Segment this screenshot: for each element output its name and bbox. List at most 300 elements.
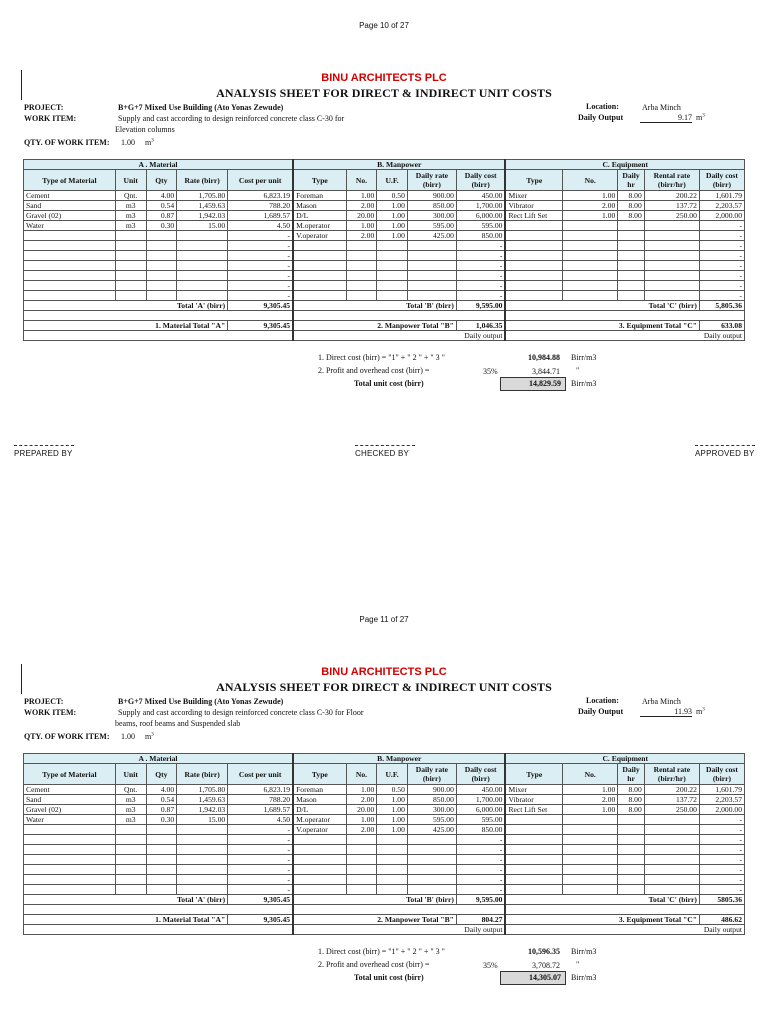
table-cell: 4.50 (228, 221, 293, 231)
table-cell (505, 261, 562, 271)
table-cell: - (699, 865, 744, 875)
table-cell (377, 291, 408, 301)
table-cell: m3 (115, 211, 146, 221)
table-cell: Rate (birr) (177, 764, 228, 785)
table-cell: - (228, 855, 293, 865)
table-cell (377, 835, 408, 845)
table-cell: 1.00 (377, 211, 408, 221)
table-cell (505, 885, 562, 895)
table-cell (24, 271, 116, 281)
table-cell (115, 885, 146, 895)
table-cell: 1,459.63 (177, 201, 228, 211)
table-cell: Total 'A' (birr) (24, 895, 228, 905)
table-cell (146, 231, 177, 241)
table-cell: 2,203.57 (699, 795, 744, 805)
table-cell (146, 885, 177, 895)
table-cell: No. (563, 170, 618, 191)
table-cell (505, 231, 562, 241)
total-unit-cost-unit: Birr/m3 (571, 379, 597, 388)
table-cell (293, 241, 346, 251)
table-cell: Daily cost (birr) (699, 170, 744, 191)
table-cell (407, 261, 456, 271)
table-cell: Daily output (293, 331, 505, 341)
table-cell (618, 845, 645, 855)
table-cell (293, 865, 346, 875)
work-item-label: WORK ITEM: (24, 708, 77, 717)
table-cell: 8.00 (618, 201, 645, 211)
direct-cost-value: 10,596.35 (528, 947, 560, 956)
qty-value: 1.00 (121, 138, 135, 147)
table-cell: - (699, 815, 744, 825)
table-cell: 788.20 (228, 795, 293, 805)
table-cell (505, 221, 562, 231)
overhead-label: 2. Profit and overhead cost (birr) = (318, 960, 430, 969)
table-cell (618, 291, 645, 301)
table-cell (146, 251, 177, 261)
table-cell: - (699, 281, 744, 291)
table-cell: Qnt. (115, 785, 146, 795)
table-cell (505, 281, 562, 291)
table-cell (644, 875, 699, 885)
table-row (24, 885, 745, 895)
table-cell (618, 825, 645, 835)
table-cell (644, 261, 699, 271)
table-cell: 1,601.79 (699, 191, 744, 201)
table-cell (505, 271, 562, 281)
table-cell: M.operator (293, 221, 346, 231)
qty-unit: $m^3$ (145, 732, 154, 741)
table-cell: Water (24, 221, 116, 231)
table-cell (177, 875, 228, 885)
table-cell (293, 311, 505, 321)
table-cell: Sand (24, 795, 116, 805)
table-cell: Gravel (02) (24, 805, 116, 815)
table-cell: 1,700.00 (456, 201, 505, 211)
work-item-line1: Supply and cast according to design reinforced concrete class C-30 for Floor (118, 708, 364, 717)
table-cell (146, 241, 177, 251)
table-cell (146, 261, 177, 271)
qty-label: QTY. OF WORK ITEM: (24, 732, 110, 741)
table-cell (115, 835, 146, 845)
table-cell: 804.27 (456, 915, 505, 925)
table-cell: 788.20 (228, 201, 293, 211)
table-cell: D/L (293, 805, 346, 815)
table-cell: 850.00 (407, 201, 456, 211)
table-cell: Qty (146, 170, 177, 191)
table-cell: 1.00 (346, 815, 377, 825)
qty-unit: $m^3$ (145, 138, 154, 147)
table-cell: M.operator (293, 815, 346, 825)
table-cell (505, 241, 562, 251)
table-cell: 1,689.57 (228, 211, 293, 221)
table-cell: C. Equipment (505, 160, 744, 170)
table-cell (293, 855, 346, 865)
table-cell: 1. Material Total "A" (24, 915, 228, 925)
table-cell: - (699, 251, 744, 261)
overhead-unit: " (576, 960, 580, 969)
table-cell: - (699, 885, 744, 895)
section-header-row (24, 160, 745, 170)
table-cell (505, 855, 562, 865)
table-cell: 850.00 (456, 825, 505, 835)
table-cell: C. Equipment (505, 754, 744, 764)
table-cell: 2,000.00 (699, 211, 744, 221)
table-cell: Rate (birr) (177, 170, 228, 191)
table-cell (563, 231, 618, 241)
table-cell (115, 845, 146, 855)
table-cell (115, 281, 146, 291)
table-cell (618, 271, 645, 281)
cost-analysis-table (23, 159, 745, 341)
table-cell: Total 'B' (birr) (293, 301, 456, 311)
table-cell (293, 281, 346, 291)
work-item-line2: Elevation columns (115, 125, 175, 134)
table-cell (563, 885, 618, 895)
table-cell (24, 905, 294, 915)
table-cell: 8.00 (618, 191, 645, 201)
table-cell (177, 845, 228, 855)
total-unit-cost-value: 14,305.07 (500, 971, 566, 985)
table-cell: V.operator (293, 231, 346, 241)
table-cell (644, 865, 699, 875)
table-cell: Daily hr (618, 170, 645, 191)
spacer-row (24, 905, 745, 915)
table-cell: 1,689.57 (228, 805, 293, 815)
table-cell: 200.22 (644, 191, 699, 201)
daily-output-unit: $m^3$ (696, 113, 705, 122)
table-cell (293, 291, 346, 301)
table-cell: 2.00 (346, 231, 377, 241)
page-label: Page 11 of 27 (359, 615, 409, 624)
table-cell (644, 251, 699, 261)
table-cell (377, 855, 408, 865)
table-cell (407, 865, 456, 875)
table-cell (407, 845, 456, 855)
project-label: PROJECT: (24, 697, 64, 706)
table-cell: Type of Material (24, 764, 116, 785)
table-cell: V.operator (293, 825, 346, 835)
table-cell: 6,000.00 (456, 211, 505, 221)
table-cell: 0.87 (146, 211, 177, 221)
table-cell: - (228, 241, 293, 251)
page-label: Page 10 of 27 (359, 21, 409, 30)
table-cell (346, 865, 377, 875)
table-cell: Cost per unit (228, 764, 293, 785)
table-cell: 5,805.36 (699, 301, 744, 311)
table-cell (563, 291, 618, 301)
table-cell: Unit (115, 764, 146, 785)
table-cell: Type of Material (24, 170, 116, 191)
sheet-title: ANALYSIS SHEET FOR DIRECT & INDIRECT UNIT COSTS (216, 86, 552, 100)
table-cell: - (228, 835, 293, 845)
table-cell: Rect Lift Set (505, 805, 562, 815)
daily-output-note-row (24, 331, 745, 341)
table-cell (177, 231, 228, 241)
project-label: PROJECT: (24, 103, 64, 112)
table-cell (115, 231, 146, 241)
table-cell (115, 251, 146, 261)
table-cell (346, 855, 377, 865)
table-cell: 595.00 (456, 221, 505, 231)
table-row (24, 281, 745, 291)
table-cell (146, 865, 177, 875)
table-cell: 1.00 (377, 795, 408, 805)
table-cell: Mason (293, 795, 346, 805)
table-cell: - (456, 845, 505, 855)
table-cell: 1.00 (377, 825, 408, 835)
table-cell: Rental rate (birr/hr) (644, 764, 699, 785)
table-cell: 0.87 (146, 805, 177, 815)
table-cell (377, 251, 408, 261)
table-cell: - (228, 885, 293, 895)
table-cell (563, 855, 618, 865)
table-cell: 3. Equipment Total "C" (505, 321, 699, 331)
table-cell: 137.72 (644, 201, 699, 211)
table-cell: Total 'A' (birr) (24, 301, 228, 311)
overhead-label: 2. Profit and overhead cost (birr) = (318, 366, 430, 375)
table-cell (293, 835, 346, 845)
table-cell: 900.00 (407, 785, 456, 795)
cost-analysis-table (23, 753, 745, 935)
table-cell (644, 825, 699, 835)
table-cell (346, 251, 377, 261)
table-cell: D/L (293, 211, 346, 221)
table-cell (505, 251, 562, 261)
table-cell: 1,942.03 (177, 805, 228, 815)
table-cell: 3. Equipment Total "C" (505, 915, 699, 925)
table-cell: 8.00 (618, 805, 645, 815)
table-cell: 250.00 (644, 805, 699, 815)
direct-cost-value: 10,984.88 (528, 353, 560, 362)
table-cell: 1.00 (377, 201, 408, 211)
table-cell (563, 281, 618, 291)
table-cell: Water (24, 815, 116, 825)
table-cell (618, 835, 645, 845)
column-header-row (24, 170, 745, 191)
table-cell: - (699, 875, 744, 885)
table-cell (618, 251, 645, 261)
table-cell (563, 845, 618, 855)
table-cell: - (456, 835, 505, 845)
table-cell (407, 835, 456, 845)
daily-output-value: 11.93 (640, 707, 692, 717)
table-cell: B. Manpower (293, 160, 505, 170)
table-cell (407, 885, 456, 895)
table-cell: 595.00 (456, 815, 505, 825)
table-cell (644, 241, 699, 251)
table-cell (407, 251, 456, 261)
table-cell: - (699, 855, 744, 865)
project-value: B+G+7 Mixed Use Building (Ato Yonas Zewude) (118, 103, 284, 112)
table-cell: 1,705.80 (177, 191, 228, 201)
table-cell: 9,305.45 (228, 915, 293, 925)
table-cell (505, 835, 562, 845)
table-cell: 1,705.80 (177, 785, 228, 795)
table-cell: 8.00 (618, 795, 645, 805)
direct-cost-unit: Birr/m3 (571, 353, 597, 362)
table-cell: - (456, 875, 505, 885)
table-cell: m3 (115, 815, 146, 825)
table-cell (377, 281, 408, 291)
table-cell: Rect Lift Set (505, 211, 562, 221)
table-row (24, 201, 745, 211)
table-cell: 0.30 (146, 815, 177, 825)
table-cell: 1.00 (346, 785, 377, 795)
table-cell (644, 231, 699, 241)
table-cell: 20.00 (346, 805, 377, 815)
table-cell (644, 845, 699, 855)
table-row (24, 875, 745, 885)
table-cell: Sand (24, 201, 116, 211)
table-cell: 4.00 (146, 191, 177, 201)
table-cell (644, 271, 699, 281)
table-cell (146, 825, 177, 835)
table-cell (24, 281, 116, 291)
direct-cost-label: 1. Direct cost (birr) = "1" + " 2 " + " 3 " (318, 947, 445, 956)
table-row (24, 251, 745, 261)
table-cell (346, 885, 377, 895)
table-cell (115, 865, 146, 875)
table-cell (377, 271, 408, 281)
direct-cost-label: 1. Direct cost (birr) = "1" + " 2 " + " 3 " (318, 353, 445, 362)
table-cell (563, 865, 618, 875)
total-unit-cost-value: 14,829.59 (500, 377, 566, 391)
location-label: Location: (586, 696, 619, 705)
table-cell: 595.00 (407, 221, 456, 231)
table-cell (146, 845, 177, 855)
table-cell: Foreman (293, 191, 346, 201)
table-cell: 9,305.45 (228, 301, 293, 311)
table-cell: Daily output (505, 925, 744, 935)
location-value: Arba Minch (642, 697, 681, 706)
table-cell: Daily output (505, 331, 744, 341)
table-cell: 0.54 (146, 201, 177, 211)
table-cell: 1,046.35 (456, 321, 505, 331)
table-cell (293, 845, 346, 855)
table-cell: 450.00 (456, 785, 505, 795)
table-cell: Cement (24, 191, 116, 201)
table-cell: 1.00 (563, 211, 618, 221)
table-cell (115, 261, 146, 271)
table-cell: - (228, 251, 293, 261)
table-cell (618, 875, 645, 885)
table-cell (505, 291, 562, 301)
table-cell (293, 905, 505, 915)
table-cell: 1.00 (377, 221, 408, 231)
table-cell (24, 875, 116, 885)
table-cell: 450.00 (456, 191, 505, 201)
table-cell (618, 221, 645, 231)
table-cell: 137.72 (644, 795, 699, 805)
table-cell: - (228, 261, 293, 271)
table-row (24, 221, 745, 231)
totals-row (24, 895, 745, 905)
table-cell (24, 855, 116, 865)
table-cell (505, 905, 744, 915)
table-cell: - (456, 885, 505, 895)
table-row (24, 785, 745, 795)
table-row (24, 795, 745, 805)
company-name: BINU ARCHITECTS PLC (321, 72, 447, 84)
table-cell: Qnt. (115, 191, 146, 201)
table-cell: Daily cost (birr) (456, 764, 505, 785)
table-cell (24, 231, 116, 241)
table-cell: Daily cost (birr) (456, 170, 505, 191)
table-cell: 1,700.00 (456, 795, 505, 805)
table-cell (644, 291, 699, 301)
table-cell: - (456, 855, 505, 865)
table-cell (24, 251, 116, 261)
table-row (24, 865, 745, 875)
table-cell (644, 221, 699, 231)
table-cell (115, 291, 146, 301)
table-cell: 0.50 (377, 191, 408, 201)
table-cell: No. (563, 764, 618, 785)
table-cell: 2.00 (346, 825, 377, 835)
table-cell: Type (505, 170, 562, 191)
table-cell: 15.00 (177, 815, 228, 825)
table-cell (563, 875, 618, 885)
table-cell: B. Manpower (293, 754, 505, 764)
table-cell (177, 291, 228, 301)
table-cell: - (699, 291, 744, 301)
table-cell (563, 271, 618, 281)
table-cell: 850.00 (456, 231, 505, 241)
table-cell (146, 281, 177, 291)
table-cell: - (456, 271, 505, 281)
table-cell: 486.62 (699, 915, 744, 925)
company-name: BINU ARCHITECTS PLC (321, 666, 447, 678)
column-header-row (24, 764, 745, 785)
table-cell: 15.00 (177, 221, 228, 231)
table-cell: 8.00 (618, 785, 645, 795)
table-cell (618, 885, 645, 895)
table-cell: Cement (24, 785, 116, 795)
daily-output-label: Daily Output (578, 707, 624, 716)
table-row (24, 211, 745, 221)
table-cell: Daily rate (birr) (407, 764, 456, 785)
table-cell (177, 281, 228, 291)
table-cell (377, 865, 408, 875)
table-cell (644, 855, 699, 865)
table-cell (115, 875, 146, 885)
table-row (24, 231, 745, 241)
table-cell: - (228, 845, 293, 855)
table-row (24, 291, 745, 301)
table-cell (407, 271, 456, 281)
table-cell: - (456, 291, 505, 301)
table-cell: Vibrator (505, 201, 562, 211)
table-row (24, 855, 745, 865)
table-cell (346, 271, 377, 281)
table-cell (24, 885, 116, 895)
table-cell: - (699, 271, 744, 281)
table-cell: - (456, 865, 505, 875)
table-cell: 1.00 (377, 815, 408, 825)
table-cell (293, 875, 346, 885)
table-cell: - (699, 231, 744, 241)
table-cell (293, 885, 346, 895)
table-cell (146, 291, 177, 301)
table-cell (563, 241, 618, 251)
table-cell: 200.22 (644, 785, 699, 795)
table-cell (24, 261, 116, 271)
table-cell: 0.54 (146, 795, 177, 805)
daily-output-label: Daily Output (578, 113, 624, 122)
table-cell: 0.30 (146, 221, 177, 231)
table-cell: 8.00 (618, 211, 645, 221)
table-cell: Daily output (293, 925, 505, 935)
